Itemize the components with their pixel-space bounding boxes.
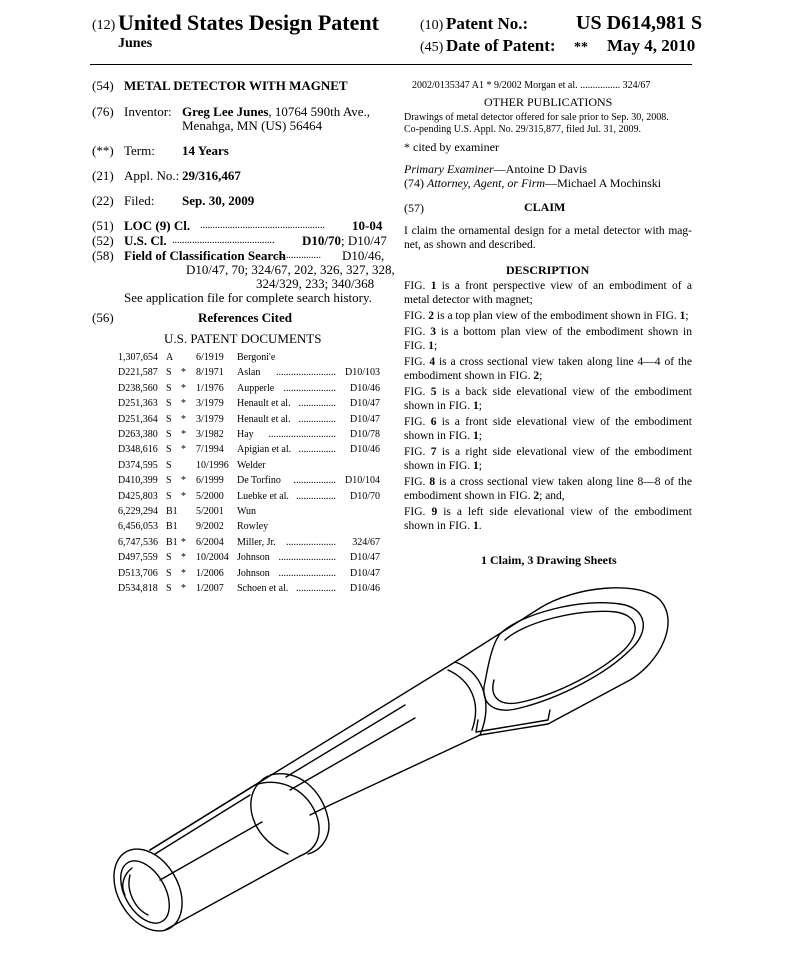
patent-date: May 4, 2010 [607,36,696,55]
figure-description [404,309,692,323]
ref-dots: ............... [298,413,336,425]
fig-text: is a front perspective view of an embodiment of a metal detector with magnet; [404,280,693,306]
publication-2: Co-pending U.S. Appl. No. 29/315,877, filed Jul. 31, 2009. [404,124,641,135]
inventor-label: Inventor: [124,104,172,119]
code-74: (74) [404,176,424,190]
ref-dots: ................ [296,583,336,594]
fig-prefix: FIG. [404,356,430,368]
ref-date: 5/2000 [196,490,224,502]
us-cl-dots: ......................................... [172,235,275,246]
code-52: (52) [92,233,114,248]
inventor-surname: Junes [118,36,153,51]
ref-kind: S [166,413,172,425]
figure-description [404,355,692,383]
fig-text: is a left side elevational view of the embodiment shown in FIG. [404,506,692,532]
ref-kind: S [166,475,172,487]
ref-date: 1/2006 [196,567,224,579]
fig-suffix: ; [434,340,438,352]
inventor-addr2: Menahga, MN (US) 56464 [182,118,323,133]
ref-class: D10/47 [350,552,380,564]
ref-number: D374,595 [118,459,158,471]
ref-name: Hay [237,429,254,440]
ref-kind: S [166,490,172,502]
appl-number: 29/316,467 [182,168,241,183]
ref-date: 1/1976 [196,382,224,394]
fig-text: is a front side elevational view of the embodiment shown in FIG. [404,416,692,442]
term-value: 14 Years [182,143,229,158]
ref-class: D10/46 [350,444,380,456]
inventor-name: Greg Lee Junes [182,104,269,119]
ref-dots: ....................... [278,567,336,579]
ref-name: Wun [237,506,257,517]
fig-prefix: FIG. [404,280,431,292]
field-search-l1: D10/46, [342,248,385,263]
ref-star: * [181,583,186,594]
us-cl-primary: D10/70 [302,233,341,248]
ref-number: D425,803 [118,490,158,502]
ref-class: 324/67 [352,536,380,548]
ref-dots: ................ [296,490,336,502]
ref-date: 3/1979 [196,413,224,425]
fig-prefix: FIG. [404,506,432,518]
ref-kind: S [166,398,172,410]
ref-star: * [181,490,186,502]
see-application-note: See application file for complete search history. [124,290,372,305]
ref-kind: A [166,352,174,363]
ref-dots: ..................... [283,382,336,394]
code-45: (45) [420,40,444,55]
ref-number: 1,307,654 [118,352,158,363]
ref-name: Schoen et al. [237,583,289,594]
ref-date: 7/1994 [196,444,224,456]
fig-number: 3 [430,326,436,338]
code-57: (57) [404,201,424,215]
figure-description [404,325,692,353]
code-10: (10) [420,18,444,33]
ref-class: D10/104 [345,475,380,487]
ref-kind: B1 [166,536,178,548]
fig-ref-number: 2 [533,490,540,502]
description-heading: DESCRIPTION [506,263,590,277]
ref-number: D238,560 [118,382,158,394]
patent-no-label: Patent No.: [446,14,529,33]
fig-ref-number: 1 [679,310,686,322]
fig-text: is a back side elevational view of the embodiment shown in FIG. [404,386,692,412]
references-title: References Cited [198,310,292,325]
fig-number: 5 [430,386,437,398]
ref-star: * [181,552,186,564]
loc-dots: .................................................. [200,220,325,231]
us-patent-docs-heading: U.S. PATENT DOCUMENTS [164,331,322,346]
ref-date: 1/2007 [196,583,224,594]
ref-class: D10/70 [350,490,380,502]
fig-number: 2 [428,310,435,322]
ref-dots: .................... [286,536,336,548]
loc-value: 10-04 [352,218,383,233]
examiner-name: —Antoine D Davis [493,162,587,176]
ref-number: D497,559 [118,552,158,564]
primary-examiner [404,162,587,177]
ref-dots: ............... [298,398,336,410]
ref-date: 10/2004 [196,552,229,564]
us-cl-secondary: ; D10/47 [341,233,387,248]
fig-ref-number: 1 [473,520,479,532]
fig-prefix: FIG. [404,446,431,458]
filed-date: Sep. 30, 2009 [182,193,255,208]
invention-title: METAL DETECTOR WITH MAGNET [124,78,348,93]
ref-date: 10/1996 [196,459,229,471]
ref-name: Luebke et al. [237,490,289,502]
ref-star: * [181,475,186,487]
ref-name: Apigian et al. [237,444,292,456]
us-cl-label: U.S. Cl. [124,233,167,248]
fig-suffix: ; and, [539,490,565,502]
ref-star: * [181,367,186,379]
fig-prefix: FIG. [404,416,431,428]
term-label: Term: [124,143,155,158]
ref-date: 9/2002 [196,521,224,533]
fig-suffix: ; [539,370,543,382]
figure-description [404,475,692,503]
field-search-label: Field of Classification Search [124,248,286,263]
field-search-l3: 324/329, 233; 340/368 [256,276,375,291]
fig-number: 7 [430,446,437,458]
other-publications-heading: OTHER PUBLICATIONS [484,95,613,109]
ref-kind: B1 [166,521,178,533]
examiner-label: Primary Examiner [404,162,494,176]
code-76: (76) [92,104,114,119]
fig-suffix: ; [478,430,482,442]
fig-ref-number: 1 [473,400,479,412]
ref-class: D10/47 [350,567,380,579]
ref-number: D410,399 [118,475,158,487]
fig-prefix: FIG. [404,326,431,338]
patent-number: US D614,981 S [576,12,703,34]
ref-kind: S [166,583,172,594]
ref-date: 6/1999 [196,475,224,487]
ref-number: D263,380 [118,429,158,440]
fig-ref-number: 1 [473,430,479,442]
ref-star: * [181,382,186,394]
ref-date: 5/2001 [196,506,224,517]
ref-class: D10/46 [350,583,380,594]
ref-date: 6/1919 [196,352,224,363]
ref-date: 3/1982 [196,429,224,440]
ref-kind: S [166,444,172,456]
fig-text: is a bottom plan view of the embodiment shown in FIG. [404,326,693,352]
ref-kind: B1 [166,506,178,517]
ref-class: D10/78 [350,429,380,440]
ref-class: D10/47 [350,413,380,425]
date-star: ** [574,40,588,55]
fig-ref-number: 1 [428,340,435,352]
fig-number: 9 [431,506,438,518]
attorney-name: —Michael A Mochinski [545,176,662,190]
ref-kind: S [166,552,172,564]
fig-suffix: ; [478,400,482,412]
top-reference: 2002/0135347 A1 * 9/2002 Morgan et al. ................ 324/67 [412,80,651,91]
ref-name: Johnson [237,552,270,564]
figure-description [404,385,692,413]
ref-class: D10/103 [345,367,380,379]
ref-number: 6,229,294 [118,506,158,517]
code-term: (**) [92,143,114,158]
ref-number: D534,818 [118,583,158,594]
fig-text: is a cross sectional view taken along line 8—8 of the embodiment shown in FIG. [404,476,692,502]
claim-text: I claim the ornamental design for a metal detector with mag-net, as shown and described. [404,225,692,251]
ref-date: 8/1971 [196,367,224,379]
figure-description [404,505,692,533]
fig-text: is a top plan view of the embodiment shown in FIG. [434,310,680,322]
ref-number: D513,706 [118,567,158,579]
field-search-l2: D10/47, 70; 324/67, 202, 326, 327, 328, [186,262,395,277]
code-12: (12) [92,18,116,33]
claim-heading: CLAIM [524,200,566,214]
ref-name: Bergoni'e [237,352,276,363]
code-54: (54) [92,78,114,93]
fig-number: 6 [430,416,437,428]
ref-number: D221,587 [118,367,158,379]
ref-star: * [181,536,186,548]
ref-star: * [181,429,186,440]
fig-suffix: . [478,520,482,532]
ref-date: 3/1979 [196,398,224,410]
patent-type-title: United States Design Patent [118,10,379,35]
ref-name: Welder [237,459,266,471]
fig-prefix: FIG. [404,386,431,398]
ref-kind: S [166,429,172,440]
fig-suffix: ; [685,310,689,322]
filed-label: Filed: [124,193,155,208]
ref-date: 6/2004 [196,536,224,548]
ref-star: * [181,398,186,410]
claims-sheets: 1 Claim, 3 Drawing Sheets [481,553,617,567]
ref-name: Aupperle [237,382,275,394]
figure-description [404,445,692,473]
fig-text: is a right side elevational view of the embodiment shown in FIG. [404,446,692,472]
cited-by-examiner: * cited by examiner [404,140,499,154]
ref-dots: ........................... [268,429,336,440]
fig-text: is a cross sectional view taken along line 4—4 of the embodiment shown in FIG. [404,356,692,382]
code-56: (56) [92,310,114,325]
ref-number: 6,747,536 [118,536,158,548]
ref-name: Rowley [237,521,269,533]
header-rule [90,64,692,65]
code-22: (22) [92,193,114,208]
ref-name: Henault et al. [237,413,291,425]
attorney-label: Attorney, Agent, or Firm [427,176,546,190]
fig-number: 4 [429,356,436,368]
ref-dots: ....................... [278,552,336,564]
fig-suffix: ; [478,460,482,472]
ref-dots: ............... [298,444,336,456]
fig-prefix: FIG. [404,476,430,488]
ref-name: Johnson [237,567,270,579]
ref-name: Henault et al. [237,398,291,410]
fig-number: 1 [430,280,437,292]
date-label: Date of Patent: [446,36,556,55]
fig-ref-number: 2 [533,370,540,382]
ref-number: D251,363 [118,398,158,410]
ref-name: Miller, Jr. [237,536,276,548]
ref-kind: S [166,367,172,379]
field-search-dots: .................. [276,250,321,261]
publication-1: Drawings of metal detector offered for sale prior to Sep. 30, 2008. [404,112,669,123]
ref-dots: ................. [293,475,336,487]
ref-name: Aslan [237,367,261,379]
code-51: (51) [92,218,114,233]
code-21: (21) [92,168,114,183]
inventor-addr1: , 10764 590th Ave., [268,104,371,119]
fig-prefix: FIG. [404,310,429,322]
ref-number: 6,456,053 [118,521,158,533]
ref-star: * [181,413,186,425]
us-cl-value [302,233,387,249]
figure-description [404,415,692,443]
ref-star: * [181,444,186,456]
figure-descriptions [404,279,692,535]
ref-dots: ........................ [276,367,336,379]
ref-star: * [181,567,186,579]
ref-number: D251,364 [118,413,158,425]
fig-ref-number: 1 [473,460,479,472]
ref-name: De Torfino [237,475,281,487]
metal-detector-drawing [0,567,792,957]
ref-class: D10/47 [350,398,380,410]
code-58: (58) [92,248,114,263]
ref-class: D10/46 [350,382,380,394]
loc-label: LOC (9) Cl. [124,218,191,233]
ref-kind: S [166,567,172,579]
ref-kind: S [166,382,172,394]
ref-kind: S [166,459,172,471]
appl-label: Appl. No.: [124,168,180,183]
figure-description [404,279,692,307]
attorney-line [404,176,661,191]
ref-number: D348,616 [118,444,158,456]
fig-number: 8 [429,476,436,488]
